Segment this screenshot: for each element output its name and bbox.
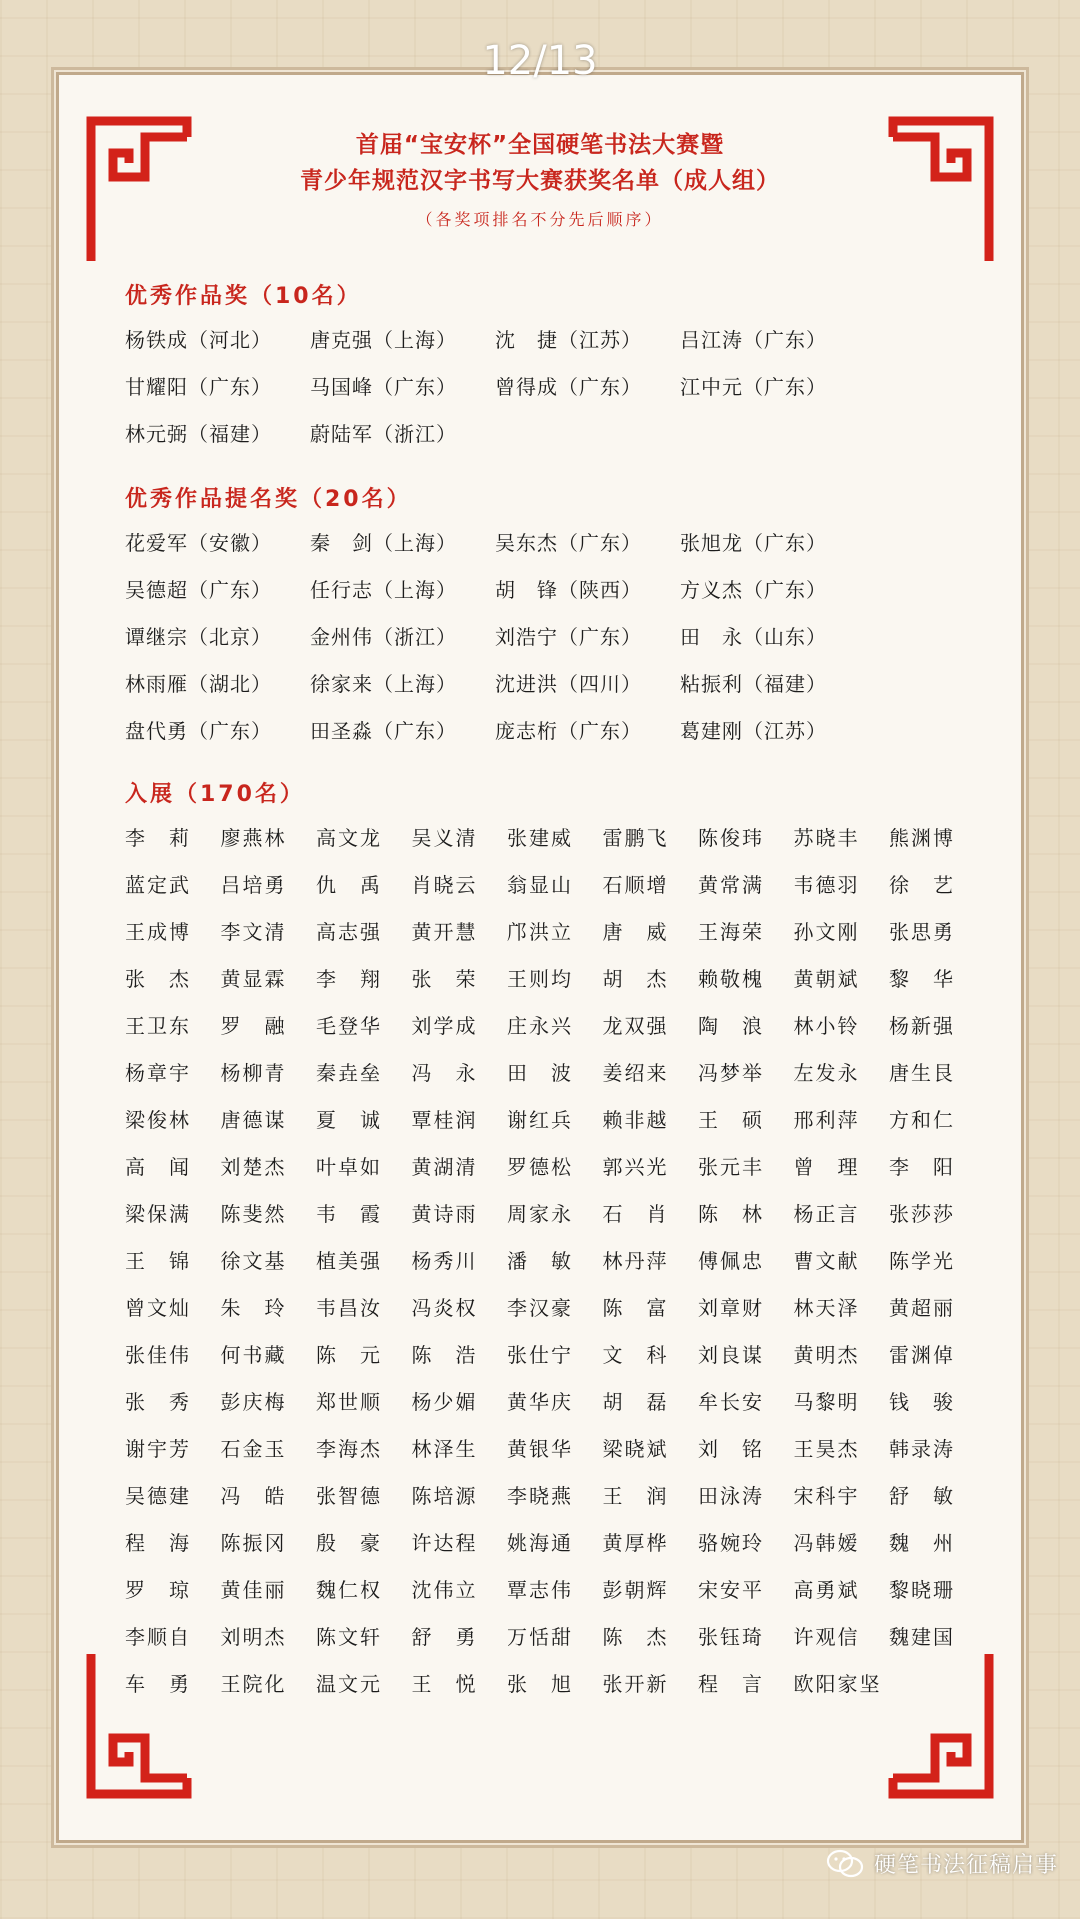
winner-name: 吴义清: [411, 826, 478, 850]
winner-name: 田泳涛: [698, 1484, 764, 1508]
section-exhibition: [125, 775, 985, 1708]
winner-name: 田 永（山东）: [680, 625, 827, 649]
winner-name: 梁晓斌: [602, 1437, 669, 1461]
winner-name: 徐家来（上海）: [310, 672, 457, 696]
winner-name: 刘良谋: [698, 1343, 764, 1367]
winner-name: 张钰琦: [698, 1625, 764, 1649]
winner-name: 黎晓珊: [889, 1578, 955, 1602]
winner-name: 傅佩忠: [698, 1249, 764, 1273]
winner-name: 魏建国: [889, 1625, 955, 1649]
winner-name: 高 闻: [125, 1155, 191, 1179]
winner-name: 张开新: [602, 1672, 669, 1696]
winner-name: 唐 威: [602, 920, 669, 944]
winner-name: 宋科宇: [793, 1484, 860, 1508]
winner-name: 曾得成（广东）: [495, 375, 642, 399]
winner-name: 张 旭: [507, 1672, 573, 1696]
winner-name: 王院化: [220, 1672, 287, 1696]
winner-name: 唐生艮: [889, 1061, 955, 1085]
winner-name: 任行志（上海）: [310, 578, 457, 602]
winner-name: 韩录涛: [889, 1437, 955, 1461]
winner-name: 陈 富: [602, 1296, 669, 1320]
winner-name: 林天泽: [793, 1296, 860, 1320]
winner-name: 金州伟（浙江）: [310, 625, 457, 649]
winner-name: 周家永: [507, 1202, 573, 1226]
winner-name: 陈 浩: [411, 1343, 478, 1367]
winner-name: 张 荣: [411, 967, 478, 991]
winner-name: 冯炎权: [411, 1296, 478, 1320]
winner-name: 牟长安: [698, 1390, 764, 1414]
winner-name: 廖燕林: [220, 826, 287, 850]
section-heading-exhibition: 入展（170名）: [125, 782, 305, 807]
winner-name: 许达程: [411, 1531, 478, 1555]
winner-name: 郭兴光: [602, 1155, 669, 1179]
winner-name: 沈进洪（四川）: [495, 672, 642, 696]
winner-name: 庄永兴: [507, 1014, 573, 1038]
winner-name: 张仕宁: [507, 1343, 573, 1367]
winner-name: 叶卓如: [316, 1155, 382, 1179]
winner-name: 邝洪立: [507, 920, 573, 944]
winner-name: 杨新强: [889, 1014, 955, 1038]
winner-name: 胡 磊: [602, 1390, 669, 1414]
winner-name: 蔚陆军（浙江）: [310, 422, 457, 446]
winner-name: 胡 杰: [602, 967, 669, 991]
winner-name: 张智德: [316, 1484, 382, 1508]
winner-name: 舒 勇: [411, 1625, 478, 1649]
winner-name: 田 波: [507, 1061, 573, 1085]
winner-name: 黄显霖: [220, 967, 287, 991]
winner-name: 花爱军（安徽）: [125, 531, 272, 555]
winner-name: 覃桂润: [411, 1108, 478, 1132]
winner-name: 龙双强: [602, 1014, 669, 1038]
winner-name: 吕培勇: [220, 873, 287, 897]
winner-name: 林元弼（福建）: [125, 422, 272, 446]
winner-name: 殷 豪: [316, 1531, 382, 1555]
winner-name: 彭朝辉: [602, 1578, 669, 1602]
winner-name: 蓝定武: [125, 873, 191, 897]
winner-name: 刘章财: [698, 1296, 764, 1320]
winner-name: 黄超丽: [889, 1296, 955, 1320]
winner-name: 马黎明: [793, 1390, 860, 1414]
winner-name: 吴德建: [125, 1484, 191, 1508]
winner-name: 万恬甜: [507, 1625, 573, 1649]
winner-name: 李 阳: [889, 1155, 955, 1179]
winner-name: 冯 永: [411, 1061, 478, 1085]
winner-name: 朱 玲: [220, 1296, 287, 1320]
section-heading-nominated: 优秀作品提名奖（20名）: [125, 487, 412, 512]
winner-name: 王 悦: [411, 1672, 478, 1696]
winner-name: 陈培源: [411, 1484, 478, 1508]
winner-name: 江中元（广东）: [680, 375, 827, 399]
winner-name: 赖非越: [602, 1108, 669, 1132]
winner-name: 马国峰（广东）: [310, 375, 457, 399]
winner-name: 王卫东: [125, 1014, 191, 1038]
winner-name: 庞志桁（广东）: [495, 719, 642, 743]
winner-name: 黄佳丽: [220, 1578, 287, 1602]
winner-name: 林雨雁（湖北）: [125, 672, 272, 696]
winner-name: 曾文灿: [125, 1296, 191, 1320]
certificate-paper: [56, 72, 1024, 1843]
award-name-grid: [125, 520, 985, 755]
winner-name: 盘代勇（广东）: [125, 719, 272, 743]
winner-name: 姚海通: [507, 1531, 573, 1555]
winner-name: 温文元: [316, 1672, 382, 1696]
winner-name: 田圣淼（广东）: [310, 719, 457, 743]
winner-name: 黄开慧: [411, 920, 478, 944]
winner-name: 左发永: [793, 1061, 860, 1085]
winner-name: 吴东杰（广东）: [495, 531, 642, 555]
winner-name: 植美强: [316, 1249, 382, 1273]
winner-name: 刘浩宁（广东）: [495, 625, 642, 649]
winner-name: 葛建刚（江苏）: [680, 719, 827, 743]
winner-name: 陶 浪: [698, 1014, 764, 1038]
winner-name: 宋安平: [698, 1578, 764, 1602]
winner-name: 唐德谋: [220, 1108, 287, 1132]
winner-name: 杨章宇: [125, 1061, 191, 1085]
winner-name: 雷渊倬: [889, 1343, 955, 1367]
winner-name: 黄湖清: [411, 1155, 478, 1179]
winner-name: 张建威: [507, 826, 573, 850]
title-block: [59, 127, 1021, 230]
winner-name: 刘学成: [411, 1014, 478, 1038]
winner-name: 吴德超（广东）: [125, 578, 272, 602]
winner-name: 陈振冈: [220, 1531, 287, 1555]
winner-name: 谭继宗（北京）: [125, 625, 272, 649]
winner-name: 黄明杰: [793, 1343, 860, 1367]
winner-name: 陈文轩: [316, 1625, 382, 1649]
winner-name: 程 言: [698, 1672, 764, 1696]
winner-name: 毛登华: [316, 1014, 382, 1038]
winner-name: 孙文刚: [793, 920, 860, 944]
winner-name: 韦昌汝: [316, 1296, 382, 1320]
winner-name: 魏仁权: [316, 1578, 382, 1602]
section-excellent: [125, 277, 985, 458]
winner-name: 张佳伟: [125, 1343, 191, 1367]
winner-name: 赖敬槐: [698, 967, 764, 991]
winner-name: 许观信: [793, 1625, 860, 1649]
winner-name: 林丹萍: [602, 1249, 669, 1273]
winner-name: 张 杰: [125, 967, 191, 991]
winner-name: 杨铁成（河北）: [125, 328, 272, 352]
title-line-1: 首届“宝安杯”全国硬笔书法大赛暨: [355, 132, 725, 158]
winner-name: 翁显山: [507, 873, 573, 897]
winner-name: 黄银华: [507, 1437, 573, 1461]
winner-name: 车 勇: [125, 1672, 191, 1696]
winner-name: 高志强: [316, 920, 382, 944]
watermark: [826, 1848, 1058, 1879]
exhibition-name-grid: [125, 815, 985, 1708]
winner-name: 黄诗雨: [411, 1202, 478, 1226]
winner-name: 李顺自: [125, 1625, 191, 1649]
winner-name: 高文龙: [316, 826, 382, 850]
winner-name: 黄厚桦: [602, 1531, 669, 1555]
winner-name: 欧阳家坚: [793, 1672, 882, 1696]
winner-name: 陈 林: [698, 1202, 764, 1226]
winner-name: 梁保满: [125, 1202, 191, 1226]
winner-name: 杨正言: [793, 1202, 860, 1226]
winner-name: 吕江涛（广东）: [680, 328, 827, 352]
winner-name: 王成博: [125, 920, 191, 944]
winner-name: 粘振利（福建）: [680, 672, 827, 696]
winner-name: 罗 融: [220, 1014, 287, 1038]
winner-name: 陈斐然: [220, 1202, 287, 1226]
winner-name: 方义杰（广东）: [680, 578, 827, 602]
winner-name: 姜绍来: [602, 1061, 669, 1085]
winner-name: 黄华庆: [507, 1390, 573, 1414]
winner-name: 刘明杰: [220, 1625, 287, 1649]
winner-name: 曹文献: [793, 1249, 860, 1273]
winner-name: 梁俊林: [125, 1108, 191, 1132]
section-heading-excellent: 优秀作品奖（10名）: [125, 284, 362, 309]
winner-name: 徐文基: [220, 1249, 287, 1273]
winner-name: 彭庆梅: [220, 1390, 287, 1414]
winner-name: 冯梦举: [698, 1061, 764, 1085]
winner-name: 邢利萍: [793, 1108, 860, 1132]
winner-name: 刘楚杰: [220, 1155, 287, 1179]
winner-name: 陈学光: [889, 1249, 955, 1273]
winner-name: 韦德羽: [793, 873, 860, 897]
winner-name: 秦垚垒: [316, 1061, 382, 1085]
winner-name: 郑世顺: [316, 1390, 382, 1414]
watermark-text: 硬笔书法征稿启事: [873, 1853, 1058, 1878]
winner-name: 王海荣: [698, 920, 764, 944]
winner-name: 陈 元: [316, 1343, 382, 1367]
winner-name: 覃志伟: [507, 1578, 573, 1602]
title-line-2: 青少年规范汉字书写大赛获奖名单（成人组）: [300, 168, 780, 194]
winner-name: 魏 州: [889, 1531, 955, 1555]
winner-name: 李海杰: [316, 1437, 382, 1461]
winner-name: 韦 霞: [316, 1202, 382, 1226]
winner-name: 舒 敏: [889, 1484, 955, 1508]
winner-name: 张旭龙（广东）: [680, 531, 827, 555]
winner-name: 沈 捷（江苏）: [495, 328, 642, 352]
winner-name: 罗德松: [507, 1155, 573, 1179]
winner-name: 陈俊玮: [698, 826, 764, 850]
winner-name: 王 硕: [698, 1108, 764, 1132]
winner-name: 林小铃: [793, 1014, 860, 1038]
award-name-grid: [125, 317, 985, 458]
winner-name: 石顺增: [602, 873, 669, 897]
winner-name: 何书藏: [220, 1343, 287, 1367]
winner-name: 黄常满: [698, 873, 764, 897]
section-nominated: [125, 480, 985, 755]
page-counter: 12/13: [482, 38, 598, 84]
winner-name: 秦 剑（上海）: [310, 531, 457, 555]
winner-name: 钱 骏: [889, 1390, 955, 1414]
winner-name: 石金玉: [220, 1437, 287, 1461]
winner-name: 甘耀阳（广东）: [125, 375, 272, 399]
winner-name: 雷鹏飞: [602, 826, 669, 850]
winner-name: 张元丰: [698, 1155, 764, 1179]
winner-name: 张思勇: [889, 920, 955, 944]
winner-name: 王昊杰: [793, 1437, 860, 1461]
winner-name: 杨秀川: [411, 1249, 478, 1273]
winner-name: 李汉豪: [507, 1296, 573, 1320]
winner-name: 高勇斌: [793, 1578, 860, 1602]
winner-name: 唐克强（上海）: [310, 328, 457, 352]
wechat-icon: [826, 1849, 864, 1879]
ranking-note: （各奖项排名不分先后顺序）: [416, 210, 664, 229]
winner-name: 王则均: [507, 967, 573, 991]
winner-name: 李文清: [220, 920, 287, 944]
winner-name: 林泽生: [411, 1437, 478, 1461]
winner-name: 黎 华: [889, 967, 955, 991]
winner-name: 刘 铭: [698, 1437, 764, 1461]
winner-name: 李 翔: [316, 967, 382, 991]
winner-name: 谢红兵: [507, 1108, 573, 1132]
winner-name: 谢宇芳: [125, 1437, 191, 1461]
winner-name: 仇 禹: [316, 873, 382, 897]
winner-name: 杨柳青: [220, 1061, 287, 1085]
winner-name: 陈 杰: [602, 1625, 669, 1649]
winner-name: 肖晓云: [411, 873, 478, 897]
winner-name: 曾 理: [793, 1155, 860, 1179]
winner-name: 冯韩嫒: [793, 1531, 860, 1555]
winner-name: 冯 皓: [220, 1484, 287, 1508]
winner-name: 方和仁: [889, 1108, 955, 1132]
winner-name: 黄朝斌: [793, 967, 860, 991]
winner-name: 罗 琼: [125, 1578, 191, 1602]
winner-name: 张 秀: [125, 1390, 191, 1414]
winner-name: 徐 艺: [889, 873, 955, 897]
winner-name: 程 海: [125, 1531, 191, 1555]
winner-name: 文 科: [602, 1343, 669, 1367]
winner-name: 李晓燕: [507, 1484, 573, 1508]
winner-name: 胡 锋（陕西）: [495, 578, 642, 602]
winner-name: 张莎莎: [889, 1202, 955, 1226]
winner-name: 夏 诚: [316, 1108, 382, 1132]
winner-name: 骆婉玲: [698, 1531, 764, 1555]
winner-name: 杨少媚: [411, 1390, 478, 1414]
winner-name: 王 锦: [125, 1249, 191, 1273]
winner-name: 王 润: [602, 1484, 669, 1508]
winner-name: 熊渊博: [889, 826, 955, 850]
winner-name: 石 肖: [602, 1202, 669, 1226]
winner-name: 潘 敏: [507, 1249, 573, 1273]
winner-name: 沈伟立: [411, 1578, 478, 1602]
winner-name: 苏晓丰: [793, 826, 860, 850]
winner-name: 李 莉: [125, 826, 191, 850]
